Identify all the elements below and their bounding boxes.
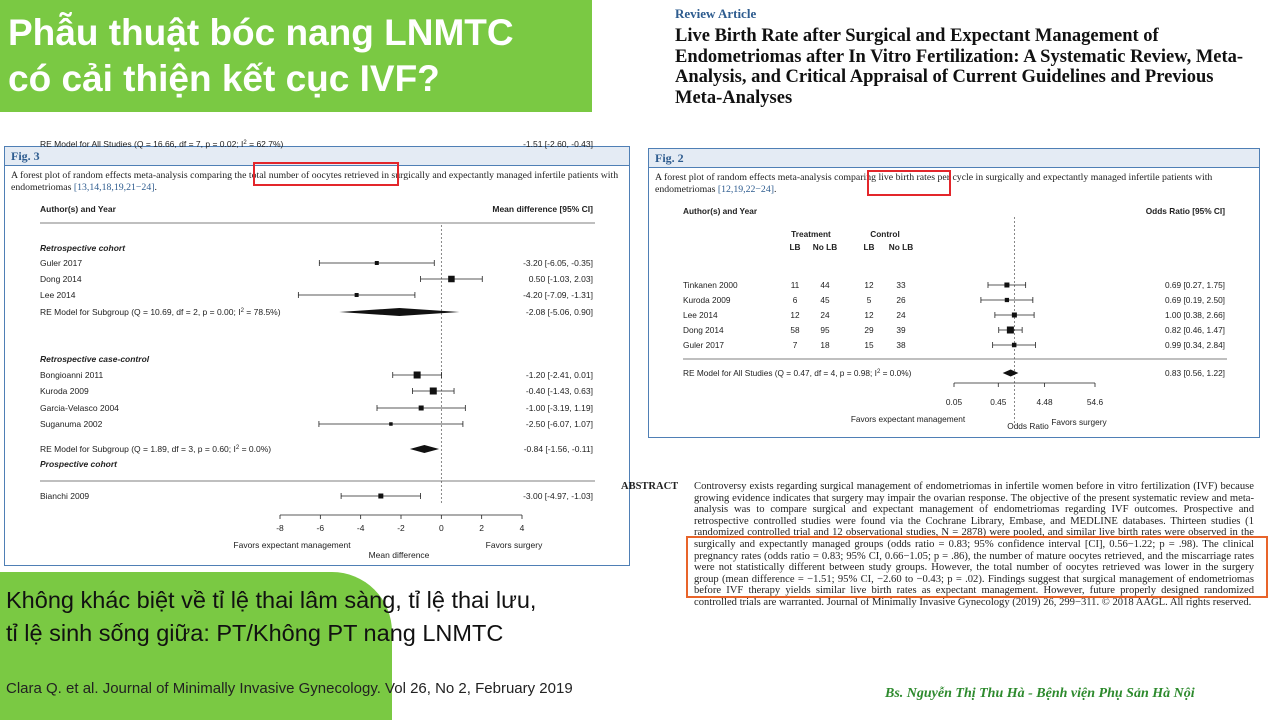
forest3-estimate-text: -1.20 [-2.41, 0.01] [525,370,593,380]
forest3-estimate-text: -1.00 [-3.19, 1.19] [525,403,593,413]
forest3-estimate-text: -3.00 [-4.97, -1.03] [523,491,593,501]
forest2-count-cell: 12 [864,280,874,290]
forest3-study-label: Suganuma 2002 [40,419,103,429]
forest2-count-cell: 45 [820,295,830,305]
forest2-study-label: Guler 2017 [683,340,725,350]
forest2-group-control: Control [870,229,900,239]
forest2-study-label: Tinkanen 2000 [683,280,738,290]
forest3-study-label: Dong 2014 [40,274,82,284]
highlight-oocytes-retrieved [253,162,399,186]
slide-title-line1: Phẫu thuật bóc nang LNMTC [8,12,514,53]
forest2-subcolumn-header: LB [789,242,801,252]
forest2-count-cell: 12 [864,310,874,320]
forest2-col-right: Odds Ratio [95% CI] [1145,206,1225,216]
conclusion-line1: Không khác biệt về tỉ lệ thai lâm sàng, tỉ lệ thai lưu, [6,587,537,613]
forest2-count-cell: 18 [820,340,830,350]
forest2-point [1007,327,1014,334]
forest3-study-label: Guler 2017 [40,258,83,268]
forest3-study-label: Lee 2014 [40,290,76,300]
forest2-estimate-text: 0.82 [0.46, 1.47] [1165,325,1225,335]
forest2-study-label: Dong 2014 [683,325,724,335]
forest2-subcolumn-header: No LB [812,242,838,252]
figure-3-panel [4,139,630,566]
forest3-summary-diamond [410,445,439,453]
forest3-estimate-text: -0.40 [-1.43, 0.63] [525,386,593,396]
forest2-col-left: Author(s) and Year [683,206,758,216]
forest3-estimate-text: -4.20 [-7.09, -1.31] [523,290,593,300]
forest2-x-tick-label: 0.45 [990,397,1007,407]
figure-2-caption-text: A forest plot of random effects meta-analysis comparing live birth rates per cycle in surgically and expectantly managed infertile patients with endometriomas [655,172,1213,195]
forest2-point [1012,343,1017,348]
forest2-point [1004,283,1009,288]
forest2-x-tick-label: 54.6 [1086,397,1104,407]
forest2-count-cell: 95 [820,325,830,335]
forest2-favors-right: Favors surgery [1051,417,1107,427]
figure-2-panel [648,148,1260,438]
forest2-group-treatment: Treatment [791,229,831,239]
forest3-point [414,372,421,379]
abstract-text: Controversy exists regarding surgical management of endometriomas in infertile women before in vitro fertilization (IVF) because growing evidence indicates that surgery may impair the ovarian response. The objective of the present systematic review and meta-analysis was to compare surgical and expectant management of endometriomas regarding IVF outcomes. Prospective and retrospective controlled studies were found via the Cochrane Library, Embase, and MEDLINE databases. Thirteen studies (1 randomized controlled trial and 12 observational studies, N = 2878) were pooled, and similar live birth rates were observed in the surgically and expectantly managed groups (odds ratio = 0.83; 95% confidence interval [CI], 0.56−1.22; p = .98). The clinical pregnancy rates (odds ratio = 0.83; 95% CI, 0.66−1.05; p = .86), the number of mature oocytes retrieved, and the miscarriage rates were not statistically different between study groups. However, the total number of oocytes retrieved was lower in the surgery group (mean difference = −1.51; 95% CI, −2.60 to −0.43; p = .02). Findings suggest that surgical management of endometriomas before IVF therapy yields similar live birth rates as expectant management. However, future properly designed randomized controlled trials are warranted. Journal of Minimally Invasive Gynecology (2019) 26, 299−311. © 2018 AAGL. All rights reserved. [694,481,1254,608]
forest2-point [1012,313,1017,318]
forest3-summary-label: RE Model for Subgroup (Q = 1.89, df = 3, p = 0.60; $I^2 = 0.0\%$) [40,444,272,454]
forest3-x-tick-label: -4 [356,523,365,533]
forest3-study-label: Garcia-Velasco 2004 [40,403,119,413]
forest2-count-cell: 11 [790,280,800,290]
forest3-col-left: Author(s) and Year [40,204,116,214]
conclusion-line2: tỉ lệ sinh sống giữa: PT/Không PT nang LNMTC [6,620,504,646]
forest2-count-cell: 24 [896,310,906,320]
forest3-x-tick-label: 2 [479,523,485,533]
forest2-estimate-text: 1.00 [0.38, 2.66] [1165,310,1225,320]
forest2-subcolumn-header: No LB [888,242,914,252]
forest2-x-tick-label: 0.05 [945,397,963,407]
forest3-x-tick-label: 4 [519,523,525,533]
forest3-estimate-text: -0.84 [-1.56, -0.11] [523,444,593,454]
forest2-study-label: Kuroda 2009 [683,295,731,305]
forest2-count-cell: 6 [792,295,798,305]
forest-plot-live-birth [649,149,1259,437]
figure-3-caption-refs[interactable]: [13,14,18,19,21−24] [73,182,155,193]
figure-2-caption-end: . [774,184,777,195]
forest2-count-cell: 26 [896,295,906,305]
forest2-count-cell: 5 [866,295,872,305]
forest2-count-cell: 29 [864,325,874,335]
figure-3-caption-text: A forest plot of random effects meta-analysis comparing the total number of oocytes retrieved in surgically and expectantly managed infertile patients with endometriomas [11,170,619,193]
forest3-x-tick-label: -8 [276,523,284,533]
forest3-point [448,276,455,283]
forest3-summary-label: RE Model for Subgroup (Q = 10.69, df = 2, p = 0.00; $I^2 = 78.5\%$) [40,307,281,317]
forest3-x-tick-label: -6 [316,523,325,533]
abstract-label: ABSTRACT [621,481,679,492]
slide-title-line2: có cải thiện kết cục IVF? [8,58,440,99]
forest2-count-cell: 7 [792,340,798,350]
forest2-count-cell: 33 [896,280,906,290]
forest2-x-tick-label: 4.48 [1036,397,1053,407]
forest2-point [1005,298,1009,302]
forest3-estimate-text: -2.50 [-6.07, 1.07] [525,419,593,429]
forest2-estimate-text: 0.99 [0.34, 2.84] [1165,340,1225,350]
forest3-estimate-text: -1.51 [-2.60, -0.43] [523,139,593,149]
forest2-study-label: Lee 2014 [683,310,718,320]
forest3-estimate-text: 0.50 [-1.03, 2.03] [528,274,593,284]
forest2-summary-label: RE Model for All Studies (Q = 0.47, df = 4, p = 0.98; $I^2 = 0.0\%$) [683,368,912,378]
forest3-favors-right: Favors surgery [485,540,543,550]
forest3-group-label: Retrospective cohort [40,243,126,253]
forest3-point [355,293,359,297]
forest3-x-label: Mean difference [368,550,430,560]
figure-2-caption-refs[interactable]: [12,19,22−24] [717,184,774,195]
forest2-estimate-text: 0.69 [0.27, 1.75] [1165,280,1225,290]
forest3-x-tick-label: -2 [397,523,405,533]
figure-3-caption-end: . [154,182,157,193]
forest3-col-right: Mean difference [95% CI] [492,204,593,214]
forest-plot-oocytes [5,139,629,565]
forest3-point [430,388,437,395]
forest3-summary-label: RE Model for All Studies (Q = 16.66, df = 7, p = 0.02; $I^2 = 62.7\%$) [40,139,284,149]
forest2-count-cell: 39 [896,325,906,335]
forest3-point [375,261,379,265]
author-credit: Bs. Nguyễn Thị Thu Hà - Bệnh viện Phụ Sản Hà Nội [885,686,1195,701]
forest2-summary-diamond [1003,370,1019,377]
forest3-group-label: Retrospective case-control [40,354,150,364]
forest2-subcolumn-header: LB [863,242,875,252]
forest3-group-label: Prospective cohort [40,459,117,469]
forest3-point [419,406,424,411]
forest2-estimate-text: 0.83 [0.56, 1.22] [1165,368,1225,378]
forest3-estimate-text: -2.08 [-5.06, 0.90] [525,307,593,317]
forest3-x-tick-label: 0 [438,523,444,533]
citation: Clara Q. et al. Journal of Minimally Invasive Gynecology. Vol 26, No 2, February 2019 [6,680,573,697]
forest2-count-cell: 24 [820,310,830,320]
article-title: Live Birth Rate after Surgical and Expectant Management of Endometriomas after In Vitro Fertilization: A Systematic Review, Meta-Analysis, and Critical Appraisal of Current Guidelines and Previous Meta-Analyses [675,26,1244,108]
figure-3-label: Fig. 3 [11,149,40,163]
article-type-label: Review Article [675,6,757,21]
forest3-study-label: Kuroda 2009 [40,386,89,396]
forest2-estimate-text: 0.69 [0.19, 2.50] [1165,295,1225,305]
forest3-favors-left: Favors expectant management [233,540,351,550]
forest2-count-cell: 12 [790,310,800,320]
highlight-abstract-results [686,536,1268,598]
forest3-estimate-text: -3.20 [-6.05, -0.35] [523,258,593,268]
forest2-count-cell: 58 [790,325,800,335]
slide-title-box [0,0,592,112]
figure-2-label: Fig. 2 [655,151,684,165]
forest2-count-cell: 15 [864,340,874,350]
forest2-count-cell: 38 [896,340,906,350]
forest2-x-label: Odds Ratio [1007,421,1049,431]
forest2-count-cell: 44 [820,280,830,290]
forest2-favors-left: Favors expectant management [850,414,966,424]
forest3-point [389,422,393,426]
conclusion-text [6,584,666,650]
forest3-point [378,494,383,499]
forest3-study-label: Bianchi 2009 [40,491,90,501]
forest3-study-label: Bongioanni 2011 [40,370,104,380]
highlight-live-birth-rates [867,170,951,196]
